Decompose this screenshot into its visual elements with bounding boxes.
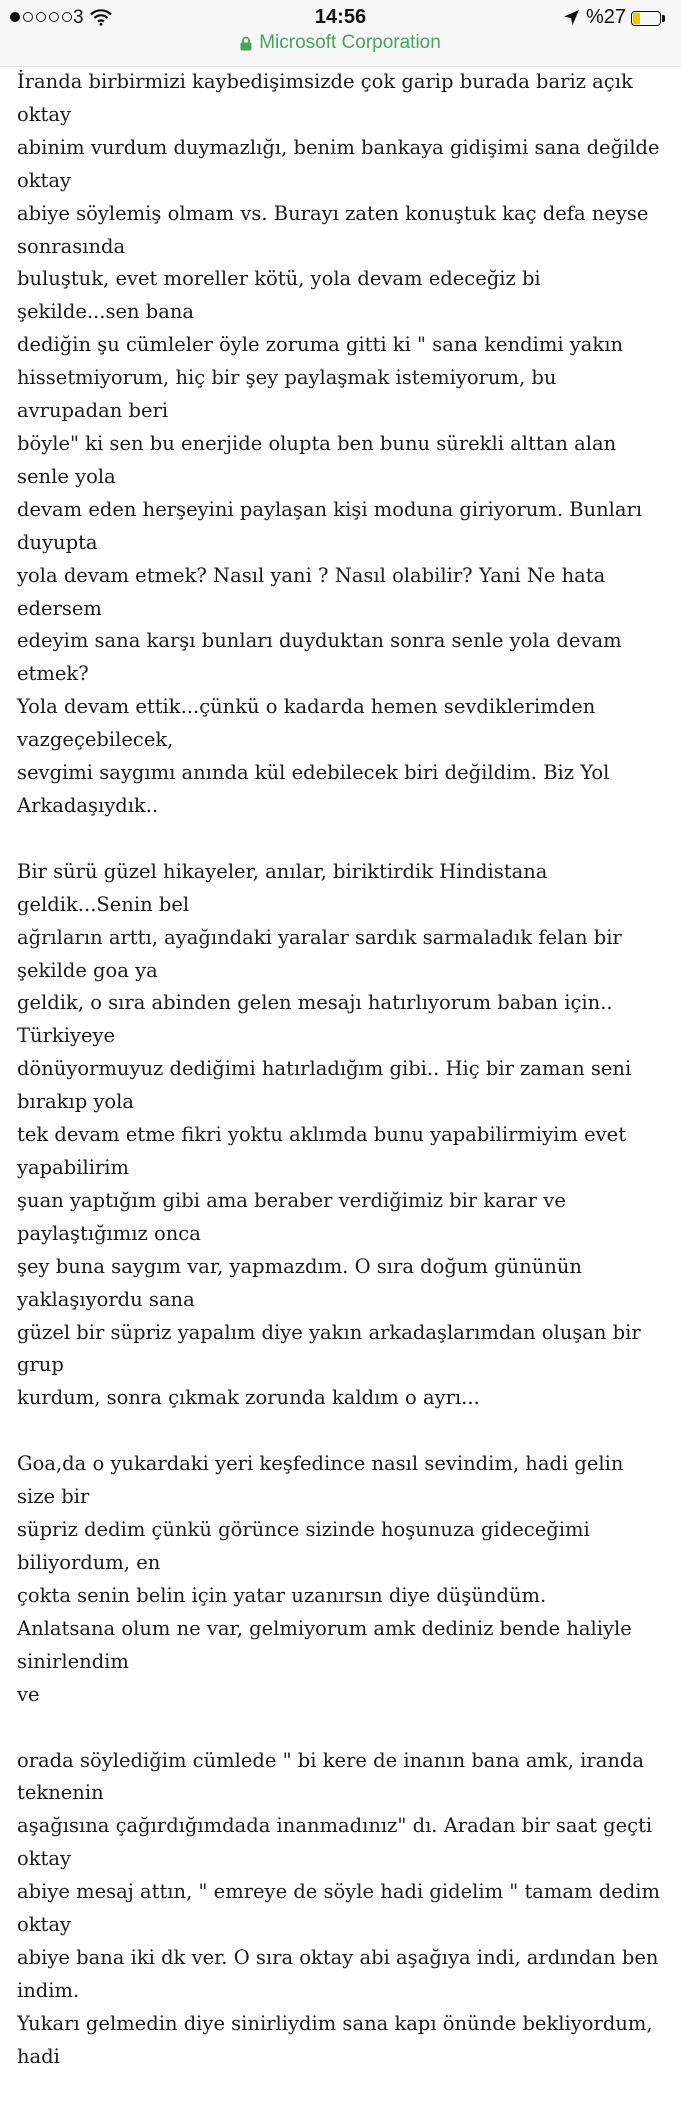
location-arrow-icon [563,9,580,26]
battery-terminal [662,15,665,22]
clock-time: 14:56 [314,6,367,28]
status-bar [0,0,681,67]
address-bar[interactable] [0,32,681,58]
battery-percentage: %27 [586,6,627,28]
url-display[interactable] [240,32,441,54]
carrier-name: 3 [73,7,84,28]
status-row [0,5,681,31]
battery-fill [633,13,640,24]
lock-icon [240,36,252,51]
article-body [17,66,667,2107]
paragraph: İranda birbirmizi kaybedişimsizde çok garip burada bariz açık oktay abinim vurdum duymazlığı, benim bankaya gidişimi sana değilde oktay abiye söylemiş olmam vs. Burayı zaten konuştuk kaç defa neyse sonrasında buluştuk, evet moreller kötü, yola devam edeceğiz bi şekilde...sen bana dediğin şu cümleler öyle zoruma gitti ki " sana kendimi yakın hissetmiyorum, hiç bir şey paylaşmak istemiyorum, bu avrupadan beri böyle" ki sen bu enerjide olupta ben bunu sürekli alttan alan senle yola devam eden herşeyini paylaşan kişi moduna giriyorum. Bunları duyupta yola devam etmek? Nasıl yani ? Nasıl olabilir? Yani Ne hata edersem edeyim sana karşı bunları duyduktan sonra senle yola devam etmek? Yola devam ettik...çünkü o kadarda hemen sevdiklerimden vazgeçebilecek, sevgimi saygımı anında kül edebilecek biri değildim. Biz Yol Arkadaşıydık.. [17,70,660,817]
paragraph: Goa,da o yukardaki yeri keşfedince nasıl sevindim, hadi gelin size bir süpriz dedim çünkü görünce sizinde hoşunuza gideceğimi biliyordum, en çokta senin belin için yatar uzanırsın diye düşündüm. Anlatsana olum ne var, gelmiyorum amk dediniz bende haliyle sinirlendim ve [17,1452,632,1706]
battery-icon [631,11,661,26]
paragraph: orada söylediğim cümlede " bi kere de inanın bana amk, iranda teknenin aşağısına çağırdığımdada inanmadınız" dı. Aradan bir saat geçti oktay abiye mesaj attın, " emreye de söyle hadi gidelim " tamam dedim oktay abiye bana iki dk ver. O sıra oktay abi aşağıya indi, ardından ben indim. Yukarı gelmedin diye sinirliydim sana kapı önünde bekliyordum, hadi [17,1748,660,2068]
site-name: Microsoft Corporation [259,32,441,53]
paragraph: Bir sürü güzel hikayeler, anılar, biriktirdik Hindistana geldik...Senin bel ağrıların arttı, ayağındaki yaralar sardık sarmaladık felan bir şekilde goa ya geldik, o sıra abinden gelen mesajı hatırlıyorum baban için.. Türkiyeye dönüyormuyuz dediğimi hatırladığım gibi.. Hiç bir zaman seni bırakıp yola tek devam etme fikri yoktu aklımda bunu yapabilirmiyim evet yapabilirim şuan yaptığım gibi ama beraber verdiğimiz bir karar ve paylaştığımız onca şey buna saygım var, yapmazdım. O sıra doğum gününün yaklaşıyordu sana güzel bir süpriz yapalım diye yakın arkadaşlarımdan oluşan bir grup kurdum, sonra çıkmak zorunda kaldım o ayrı... [17,859,641,1410]
